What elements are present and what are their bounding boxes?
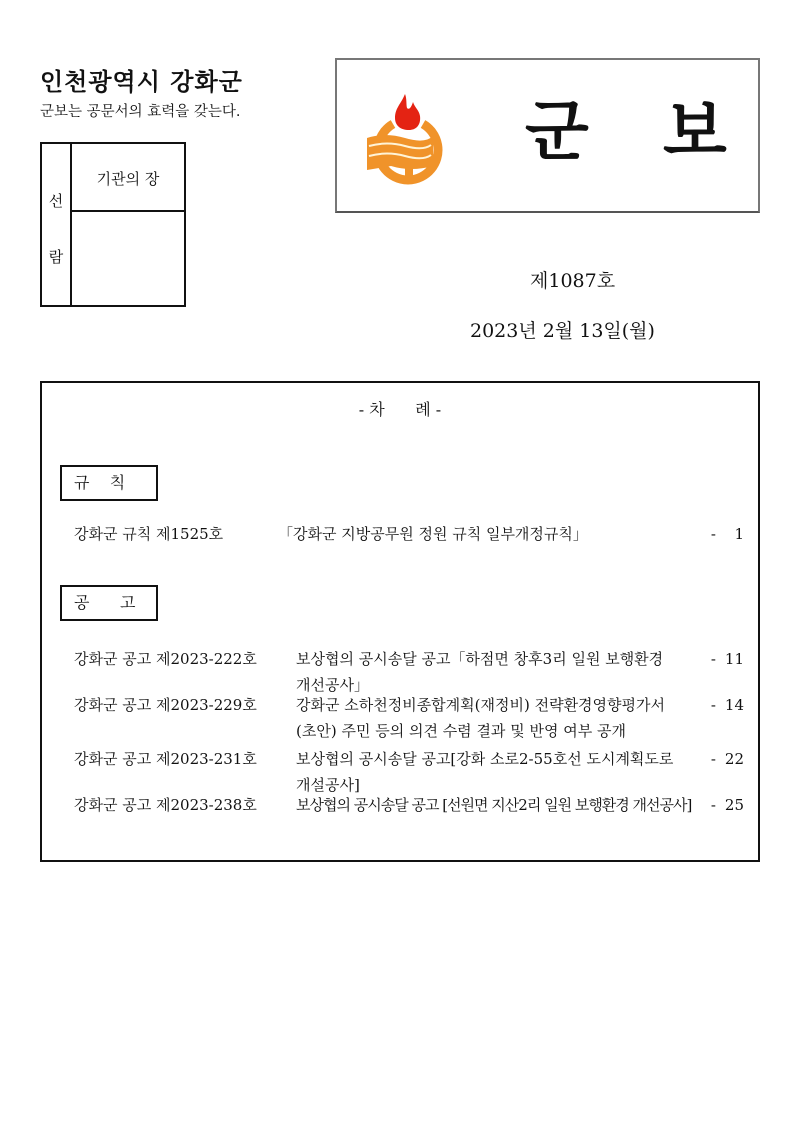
toc-title: - 차 례 - — [358, 400, 442, 419]
review-box — [40, 142, 186, 307]
entry-title-continued: 개설공사] — [296, 776, 360, 794]
entry-dash: - — [710, 650, 716, 668]
entry-title: 보상협의 공시송달 공고[강화 소로2-55호선 도시계획도로 — [296, 750, 674, 768]
issue-date: 2023년 2월 13일(월) — [470, 320, 655, 342]
section-label-rules: 규 칙 — [60, 465, 158, 501]
entry-title-continued: (초안) 주민 등의 의견 수렴 결과 및 반영 여부 공개 — [296, 722, 626, 740]
review-side-label-top: 선 — [48, 192, 64, 210]
review-head-label: 기관의 장 — [72, 144, 184, 212]
entry-dash: - — [710, 796, 716, 814]
entry-dash: - — [710, 750, 716, 768]
org-title: 인천광역시 강화군 — [40, 68, 243, 96]
entry-title-continued: 개선공사」 — [296, 676, 369, 694]
section-label-notices: 공 고 — [60, 585, 158, 621]
entry-page: 22 — [724, 750, 744, 768]
entry-page: 25 — [724, 796, 744, 814]
masthead-char-2: 보 — [663, 93, 727, 170]
entry-issuer: 강화군 공고 제2023-231호 — [74, 750, 257, 768]
org-subtitle: 군보는 공문서의 효력을 갖는다. — [40, 104, 241, 120]
review-side-label-bottom: 람 — [48, 248, 64, 266]
entry-issuer: 강화군 공고 제2023-229호 — [74, 696, 257, 714]
entry-page: 1 — [734, 525, 744, 543]
masthead-char-1: 군 — [525, 93, 589, 170]
ganghwa-county-emblem-icon — [365, 90, 455, 185]
masthead — [335, 58, 760, 213]
entry-page: 14 — [724, 696, 744, 714]
entry-dash: - — [710, 696, 716, 714]
entry-dash: - — [710, 525, 716, 543]
entry-title: 강화군 소하천정비종합계획(재정비) 전략환경영향평가서 — [296, 696, 666, 714]
entry-page: 11 — [724, 650, 744, 668]
entry-issuer: 강화군 공고 제2023-222호 — [74, 650, 257, 668]
entry-title: 보상협의 공시송달 공고 [선원면 지산2리 일원 보행환경 개선공사] — [296, 796, 692, 814]
entry-title: 「강화군 지방공무원 정원 규칙 일부개정규칙」 — [278, 525, 588, 543]
entry-issuer: 강화군 규칙 제1525호 — [74, 525, 224, 543]
review-side-column — [42, 144, 72, 305]
entry-issuer: 강화군 공고 제2023-238호 — [74, 796, 257, 814]
issue-number: 제1087호 — [530, 270, 616, 292]
table-of-contents — [40, 381, 760, 862]
entry-title: 보상협의 공시송달 공고「하점면 창후3리 일원 보행환경 — [296, 650, 664, 668]
